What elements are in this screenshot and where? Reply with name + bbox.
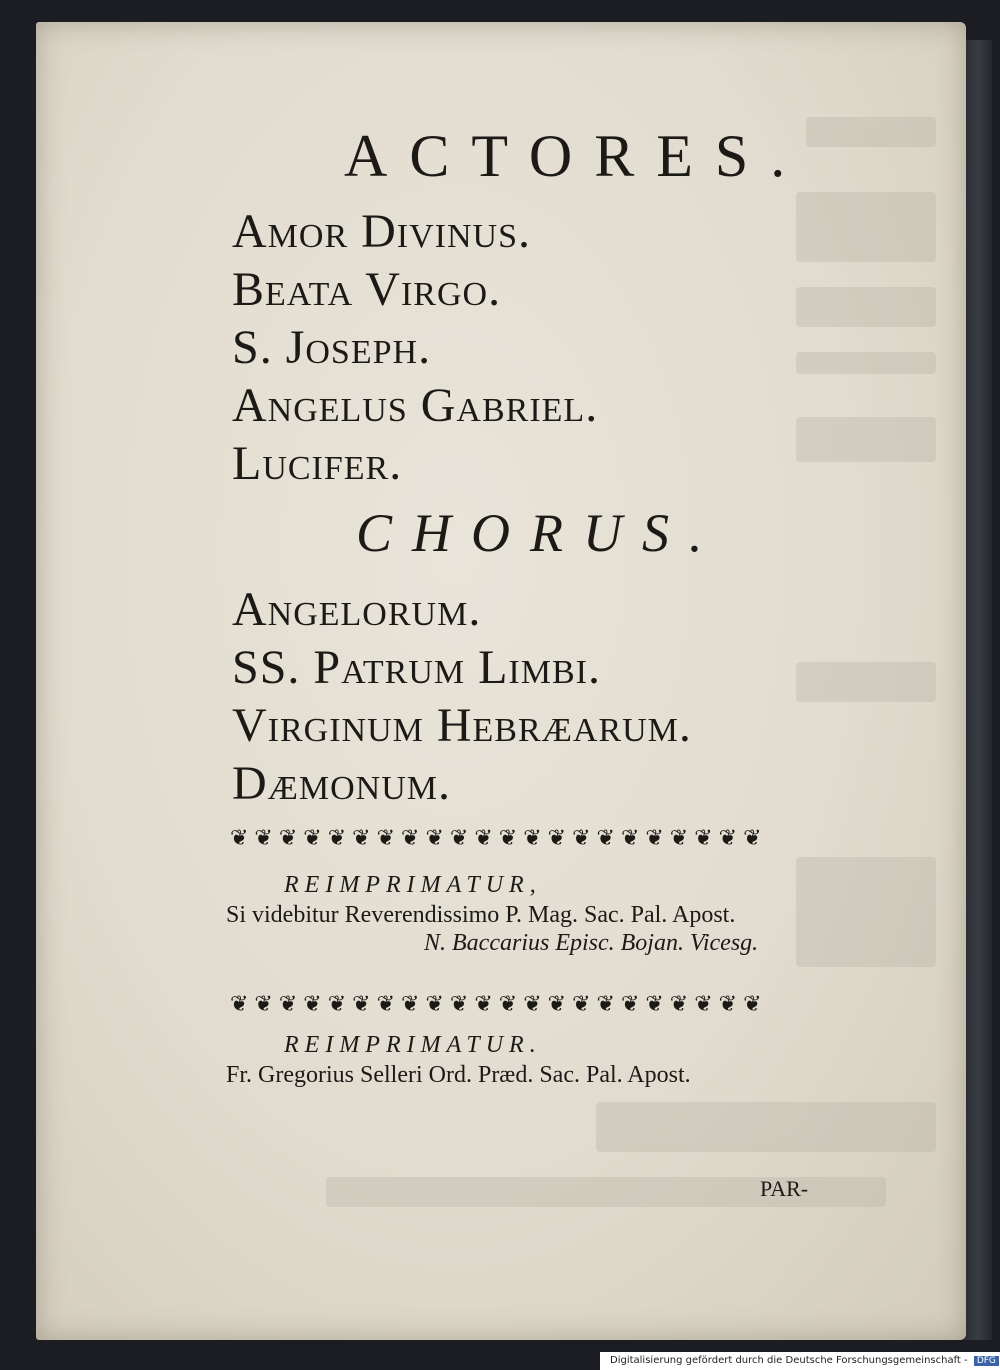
- funding-text: Digitalisierung gefördert durch die Deutsche Forschungsgemeinschaft -: [610, 1355, 968, 1366]
- imprimatur-line: Si videbitur Reverendissimo P. Mag. Sac. Pal. Apost.: [226, 902, 736, 928]
- fleuron-ornament-band: ❦❦❦❦❦❦❦❦❦❦❦❦❦❦❦❦❦❦❦❦❦❦: [230, 992, 768, 1017]
- imprimatur-title: REIMPRIMATUR,: [284, 872, 542, 898]
- dfg-logo: DFG: [974, 1356, 999, 1366]
- actor-item: Beata Virgo.: [232, 263, 502, 316]
- book-gutter: [964, 40, 992, 1340]
- catchword: PAR-: [760, 1176, 809, 1201]
- imprimatur-signature: N. Baccarius Episc. Bojan. Vicesg.: [424, 930, 759, 956]
- imprimatur-line: Fr. Gregorius Selleri Ord. Præd. Sac. Pal. Apost.: [226, 1062, 691, 1088]
- actor-item: Angelus Gabriel.: [232, 379, 599, 432]
- chorus-heading: CHORUS.: [356, 503, 723, 563]
- chorus-item: Virginum Hebræarum.: [232, 699, 692, 752]
- fleuron-ornament-band: ❦❦❦❦❦❦❦❦❦❦❦❦❦❦❦❦❦❦❦❦❦❦: [230, 826, 768, 851]
- actor-item: S. Joseph.: [232, 321, 432, 374]
- actores-heading: ACTORES.: [344, 123, 808, 189]
- actor-item: Amor Divinus.: [232, 205, 532, 258]
- actor-item: Lucifer.: [232, 437, 403, 490]
- funding-footer: [610, 1355, 999, 1366]
- imprimatur-title: REIMPRIMATUR.: [284, 1032, 542, 1058]
- chorus-item: SS. Patrum Limbi.: [232, 641, 601, 694]
- chorus-item: Dæmonum.: [232, 757, 452, 810]
- chorus-item: Angelorum.: [232, 583, 482, 636]
